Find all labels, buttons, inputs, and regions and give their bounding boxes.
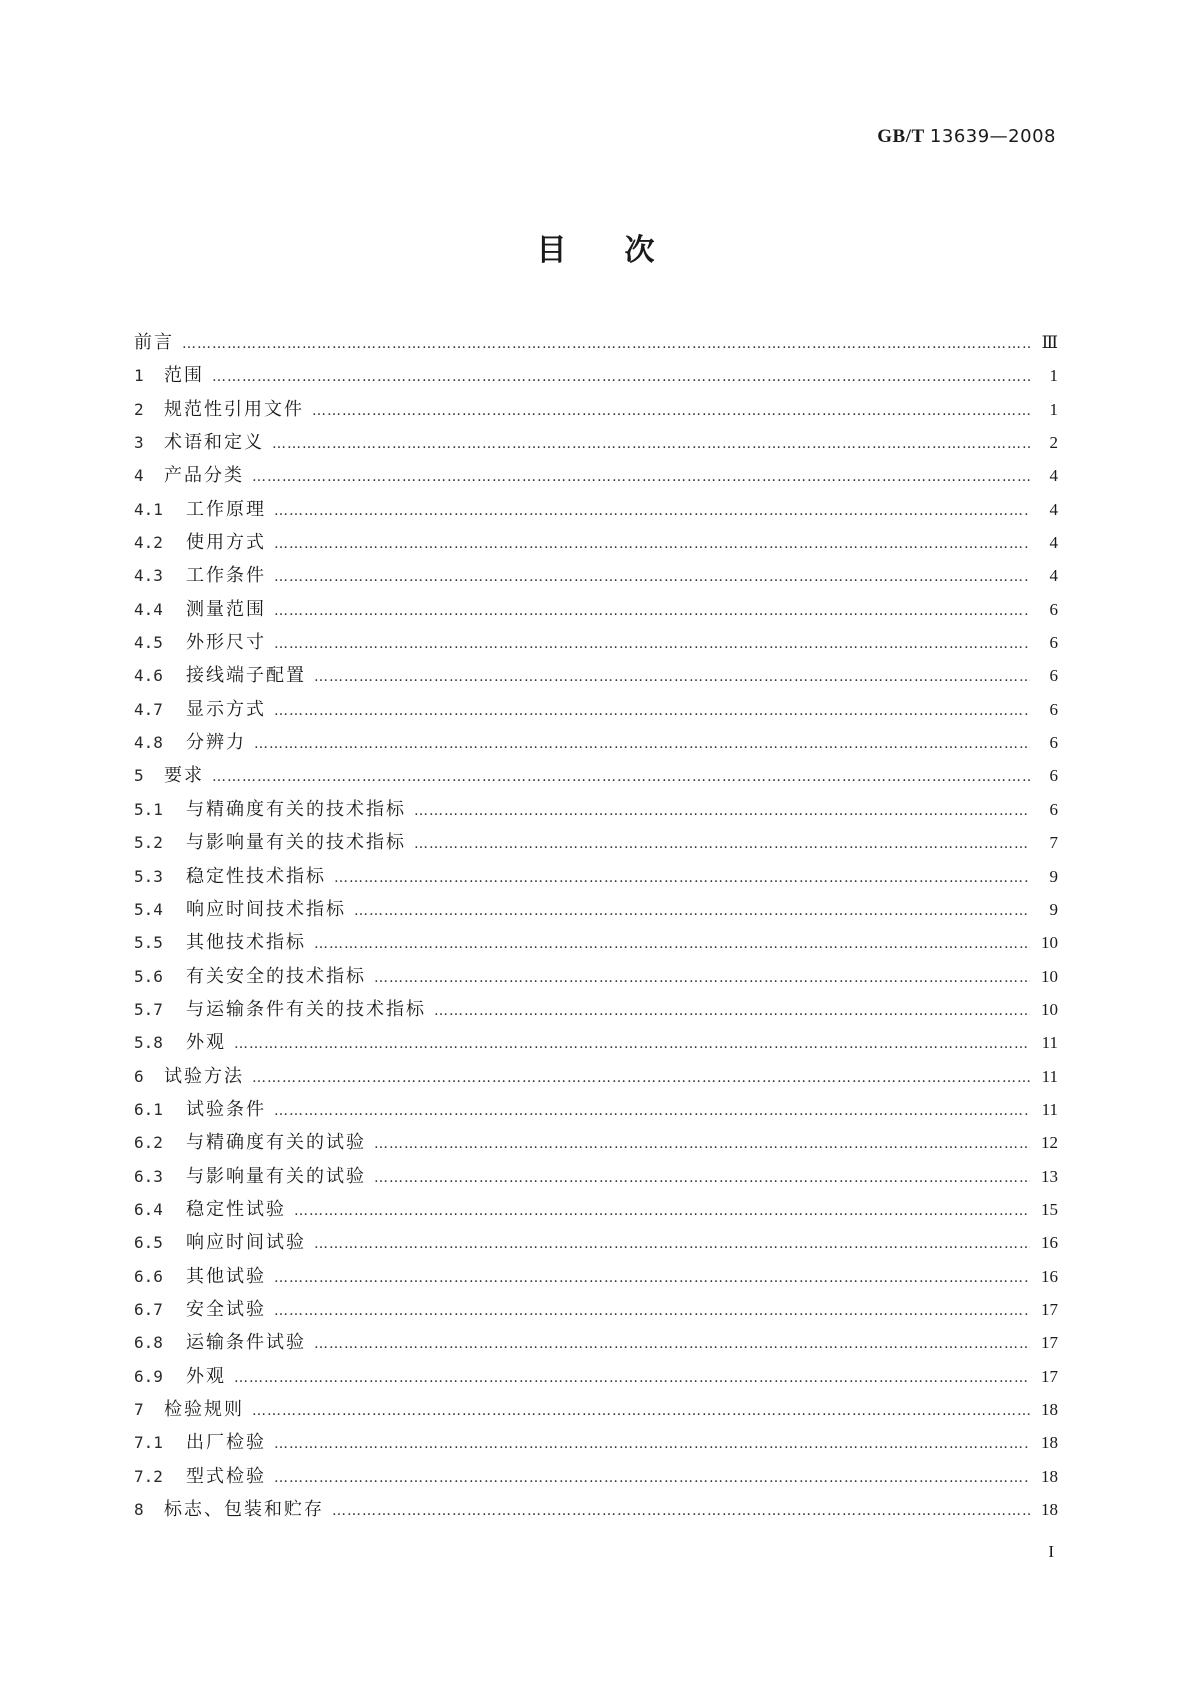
toc-entry-number: 7 (134, 1400, 144, 1419)
toc-dot-leader (274, 537, 1030, 551)
toc-entry-title: 响应时间技术指标 (186, 895, 354, 921)
toc-entry-page: 6 (1049, 666, 1058, 686)
toc-dot-leader (212, 370, 1030, 384)
toc-entry-number: 8 (134, 1500, 144, 1520)
toc-entry-number: 6.7 (134, 1299, 163, 1319)
toc-entry[interactable] (134, 1162, 1058, 1195)
toc-entry-title: 响应时间试验 (186, 1228, 314, 1254)
toc-dot-leader (354, 904, 1030, 918)
toc-entry-title: 与影响量有关的技术指标 (186, 828, 414, 854)
toc-dot-leader (182, 337, 1030, 351)
toc-entry-title: 检验规则 (164, 1395, 252, 1421)
toc-entry-page: 17 (1041, 1366, 1058, 1386)
toc-dot-leader (274, 1104, 1030, 1118)
toc-entry-page: 4 (1049, 566, 1058, 586)
toc-entry-title: 试验方法 (164, 1062, 252, 1088)
toc-dot-leader (274, 704, 1030, 718)
toc-entry-title: 外观 (186, 1362, 234, 1388)
toc-entry-page: 6 (1049, 799, 1058, 819)
toc-dot-leader (314, 937, 1030, 951)
toc-entry-page: 10 (1041, 933, 1058, 953)
toc-dot-leader (334, 871, 1030, 885)
toc-entry-title: 出厂检验 (186, 1428, 274, 1454)
toc-entry-number: 4 (134, 466, 144, 486)
toc-entry-number: 6.1 (134, 1099, 163, 1119)
toc-entry-number: 2 (134, 399, 144, 419)
toc-entry[interactable] (134, 728, 1058, 761)
toc-dot-leader (252, 1404, 1030, 1418)
toc-entry-page: Ⅲ (1041, 333, 1058, 352)
toc-entry-page: 15 (1041, 1199, 1058, 1219)
toc-entry-number: 4.3 (134, 566, 163, 586)
toc-entry-number: 6 (134, 1066, 144, 1086)
toc-dot-leader (314, 1337, 1030, 1351)
toc-entry-page: 18 (1041, 1433, 1058, 1453)
toc-entry-title: 术语和定义 (164, 428, 272, 454)
toc-entry-title: 规范性引用文件 (164, 395, 312, 421)
toc-entry-page: 11 (1041, 1099, 1058, 1119)
toc-dot-leader (274, 1437, 1030, 1451)
toc-entry[interactable] (134, 428, 1058, 461)
toc-dot-leader (274, 570, 1030, 584)
toc-entry-page: 6 (1049, 733, 1058, 753)
toc-entry-page: 6 (1049, 633, 1058, 653)
toc-entry[interactable] (134, 1062, 1058, 1095)
toc-entry-title: 前言 (134, 328, 182, 354)
toc-entry-page: 4 (1049, 533, 1058, 553)
toc-entry-page: 13 (1041, 1166, 1058, 1186)
toc-dot-leader (332, 1504, 1030, 1518)
toc-entry[interactable] (134, 1195, 1058, 1228)
toc-entry-title: 运输条件试验 (186, 1328, 314, 1354)
toc-entry[interactable] (134, 895, 1058, 928)
toc-entry-page: 12 (1041, 1133, 1058, 1153)
toc-entry[interactable] (134, 1495, 1058, 1528)
toc-entry-title: 工作条件 (186, 561, 274, 587)
toc-entry-page: 1 (1049, 366, 1058, 386)
toc-entry-number: 4.2 (134, 533, 163, 553)
toc-entry-title: 试验条件 (186, 1095, 274, 1121)
toc-entry-title: 使用方式 (186, 528, 274, 554)
toc-entry[interactable] (134, 1428, 1058, 1461)
toc-entry[interactable] (134, 828, 1058, 861)
toc-entry[interactable] (134, 862, 1058, 895)
toc-entry-page: 17 (1041, 1299, 1058, 1319)
toc-entry-number: 4.1 (134, 499, 163, 519)
toc-dot-leader (374, 1137, 1030, 1151)
toc-dot-leader (252, 1071, 1030, 1085)
toc-entry-page: 4 (1049, 466, 1058, 486)
toc-entry-page: 2 (1049, 433, 1058, 453)
toc-entry-page: 17 (1041, 1333, 1058, 1353)
toc-entry[interactable] (134, 1228, 1058, 1261)
toc-entry-number: 4.7 (134, 699, 163, 719)
toc-entry-title: 分辨力 (186, 728, 254, 754)
toc-dot-leader (252, 470, 1030, 484)
toc-entry-number: 7.1 (134, 1433, 163, 1453)
toc-entry-title: 与精确度有关的技术指标 (186, 795, 414, 821)
toc-dot-leader (234, 1037, 1030, 1051)
standard-year-number: 13639—2008 (929, 126, 1056, 147)
toc-entry[interactable] (134, 1462, 1058, 1495)
toc-entry-number: 6.9 (134, 1366, 163, 1386)
toc-dot-leader (254, 737, 1030, 751)
toc-entry-number: 6.8 (134, 1333, 163, 1353)
toc-entry-number: 3 (134, 433, 144, 453)
toc-entry-title: 测量范围 (186, 595, 274, 621)
toc-dot-leader (374, 1171, 1030, 1185)
toc-entry[interactable] (134, 1362, 1058, 1395)
toc-entry-page: 10 (1041, 966, 1058, 986)
toc-entry[interactable] (134, 761, 1058, 794)
toc-entry-title: 其他技术指标 (186, 928, 314, 954)
toc-entry-title: 接线端子配置 (186, 661, 314, 687)
toc-entry-number: 5.5 (134, 933, 163, 953)
toc-entry-number: 5 (134, 766, 144, 786)
toc-entry[interactable] (134, 395, 1058, 428)
toc-entry-number: 1 (134, 366, 144, 386)
toc-entry-title: 稳定性试验 (186, 1195, 294, 1221)
toc-dot-leader (274, 1271, 1030, 1285)
toc-entry[interactable] (134, 628, 1058, 661)
toc-entry[interactable] (134, 495, 1058, 528)
toc-entry-number: 5.7 (134, 999, 163, 1019)
toc-entry-page: 11 (1041, 1066, 1058, 1086)
toc-dot-leader (294, 1204, 1030, 1218)
page-number: I (1048, 1542, 1054, 1561)
toc-entry-number: 4.4 (134, 599, 163, 619)
toc-entry-page: 9 (1049, 899, 1058, 919)
toc-entry-number: 6.3 (134, 1166, 163, 1186)
toc-entry-title: 型式检验 (186, 1462, 274, 1488)
toc-entry-number: 4.5 (134, 633, 163, 653)
toc-dot-leader (212, 770, 1030, 784)
standard-code: GB/T (877, 126, 925, 147)
toc-entry[interactable] (134, 1028, 1058, 1061)
toc-dot-leader (374, 971, 1030, 985)
toc-entry-page: 11 (1041, 1033, 1058, 1053)
toc-entry-page: 6 (1049, 699, 1058, 719)
toc-entry-number: 4.8 (134, 733, 163, 753)
toc-entry-page: 16 (1041, 1233, 1058, 1253)
toc-dot-leader (274, 1471, 1030, 1485)
toc-entry[interactable] (134, 1395, 1058, 1428)
toc-entry[interactable] (134, 795, 1058, 828)
toc-entry-title: 与运输条件有关的技术指标 (186, 995, 434, 1021)
toc-entry-title: 产品分类 (164, 461, 252, 487)
toc-entry[interactable] (134, 328, 1058, 361)
toc-entry-title: 其他试验 (186, 1262, 274, 1288)
toc-entry-number: 6.2 (134, 1133, 163, 1153)
toc-dot-leader (272, 437, 1030, 451)
toc-entry[interactable] (134, 962, 1058, 995)
toc-dot-leader (274, 1304, 1030, 1318)
toc-entry-number: 7.2 (134, 1466, 163, 1486)
toc-entry-number: 5.8 (134, 1033, 163, 1053)
toc-entry-number: 5.4 (134, 899, 163, 919)
toc-entry-page: 18 (1041, 1466, 1058, 1486)
toc-entry-number: 6.4 (134, 1199, 163, 1219)
toc-entry-title: 工作原理 (186, 495, 274, 521)
toc-dot-leader (274, 637, 1030, 651)
toc-entry-title: 安全试验 (186, 1295, 274, 1321)
toc-entry-title: 稳定性技术指标 (186, 862, 334, 888)
toc-entry[interactable] (134, 1295, 1058, 1328)
toc-entry-title: 要求 (164, 761, 212, 787)
toc-dot-leader (274, 604, 1030, 618)
toc-entry-number: 4.6 (134, 666, 163, 686)
toc-dot-leader (314, 1237, 1030, 1251)
toc-entry-page: 18 (1041, 1500, 1058, 1520)
toc-entry[interactable] (134, 1095, 1058, 1128)
toc-entry[interactable] (134, 1328, 1058, 1361)
toc-entry[interactable] (134, 528, 1058, 561)
toc-entry[interactable] (134, 995, 1058, 1028)
toc-entry-title: 与精确度有关的试验 (186, 1128, 374, 1154)
toc-entry-number: 5.6 (134, 966, 163, 986)
toc-dot-leader (434, 1004, 1030, 1018)
toc-entry-page: 7 (1049, 833, 1058, 853)
table-of-contents (134, 328, 1058, 1528)
toc-entry-number: 5.2 (134, 833, 163, 853)
toc-entry-number: 5.1 (134, 799, 163, 819)
toc-entry-number: 6.6 (134, 1266, 163, 1286)
toc-entry-title: 有关安全的技术指标 (186, 962, 374, 988)
toc-entry[interactable] (134, 928, 1058, 961)
toc-entry-title: 显示方式 (186, 695, 274, 721)
toc-entry-page: 16 (1041, 1266, 1058, 1286)
toc-entry-title: 外形尺寸 (186, 628, 274, 654)
toc-entry-title: 外观 (186, 1028, 234, 1054)
toc-entry-page: 10 (1041, 999, 1058, 1019)
toc-dot-leader (314, 670, 1030, 684)
toc-entry-title: 标志、包装和贮存 (164, 1495, 332, 1521)
toc-entry[interactable] (134, 461, 1058, 494)
toc-entry[interactable] (134, 1128, 1058, 1161)
toc-entry-number: 6.5 (134, 1233, 163, 1253)
toc-entry-page: 1 (1049, 399, 1058, 419)
toc-entry[interactable] (134, 695, 1058, 728)
toc-entry-number: 5.3 (134, 866, 163, 886)
toc-dot-leader (274, 504, 1030, 518)
page-title: 目次 (536, 233, 713, 268)
toc-dot-leader (414, 804, 1030, 818)
toc-entry-page: 18 (1041, 1400, 1058, 1419)
toc-dot-leader (234, 1371, 1030, 1385)
toc-entry-page: 6 (1049, 599, 1058, 619)
toc-entry-title: 范围 (164, 361, 212, 387)
toc-entry-page: 6 (1049, 766, 1058, 786)
toc-dot-leader (414, 837, 1030, 851)
toc-entry[interactable] (134, 361, 1058, 394)
toc-entry-page: 9 (1049, 866, 1058, 886)
toc-dot-leader (312, 404, 1030, 418)
toc-entry-title: 与影响量有关的试验 (186, 1162, 374, 1188)
standard-number (877, 126, 1056, 148)
toc-entry[interactable] (134, 595, 1058, 628)
toc-entry[interactable] (134, 561, 1058, 594)
toc-entry-page: 4 (1049, 499, 1058, 519)
toc-entry[interactable] (134, 661, 1058, 694)
toc-entry[interactable] (134, 1262, 1058, 1295)
